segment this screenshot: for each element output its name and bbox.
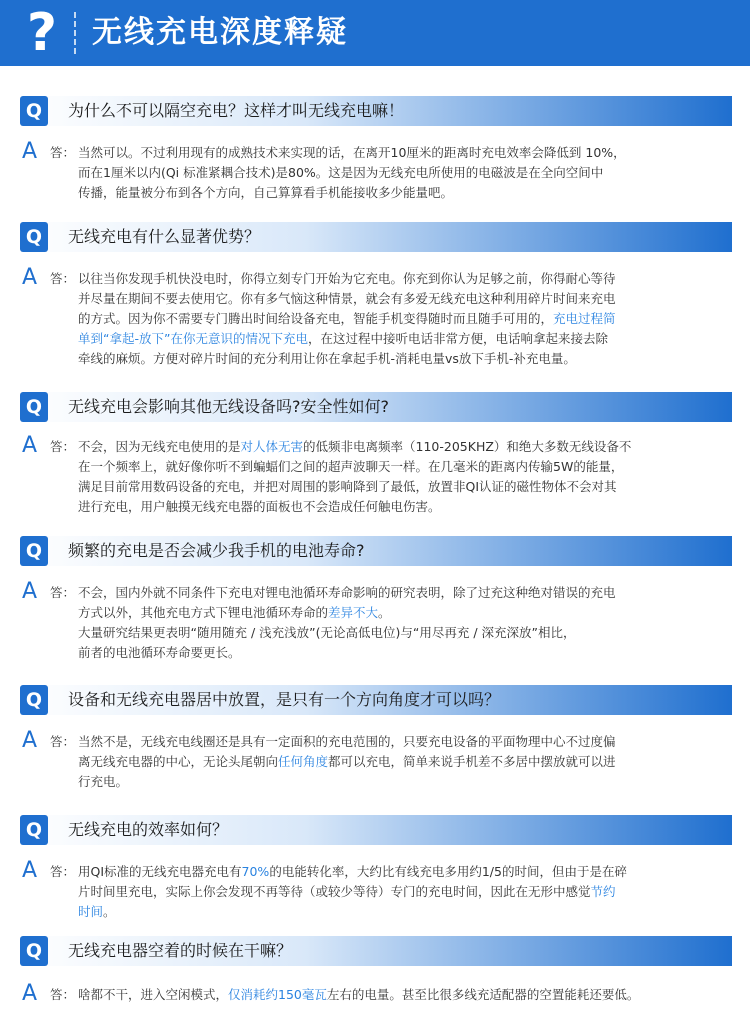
answer-segment: 当然可以。不过利用现有的成熟技术来实现的话，在离开10厘米的距离时充电效率会降低到 10%，: [78, 145, 626, 160]
answer-segment: 方式以外，其他充电方式下锂电池循环寿命的: [78, 605, 329, 620]
answer-line: [78, 862, 728, 882]
answer-segment: 当然不是，无线充电线圈还是具有一定面积的充电范围的，只要充电设备的平面物理中心不过度偏: [78, 734, 616, 749]
q-icon: Q: [20, 222, 48, 252]
answer-line: [78, 882, 728, 902]
question-text: 设备和无线充电器居中放置，是只有一个方向角度才可以吗？: [68, 690, 501, 709]
answer-segment: 啥都不干，进入空闲模式，: [78, 987, 229, 1002]
question-bar: [20, 936, 732, 966]
highlight-text: 时间: [78, 904, 104, 919]
answer-line: [78, 269, 728, 289]
answer-segment: ，在这过程中接听电话非常方便，电话响拿起来接去除: [307, 331, 608, 346]
answer-segment: 在一个频率上，就好像你听不到蝙蝠们之间的超声波聊天一样。在几毫米的距离内传输5W的能量，: [78, 459, 624, 474]
answer-line: [78, 457, 728, 477]
answer-segment: 。: [103, 904, 116, 919]
answer-line: [78, 163, 728, 183]
answer-line: [78, 143, 728, 163]
answer-label: 答：: [50, 271, 76, 286]
answer-segment: 而在1厘米以内(Qi 标准紧耦合技术)是80%。这是因为无线充电所使用的电磁波是在全向空间中: [78, 165, 604, 180]
answer-line: [78, 902, 728, 922]
answer-line: [78, 643, 728, 663]
answer-text: [78, 143, 728, 203]
question-text: 频繁的充电是否会减少我手机的电池寿命?: [68, 541, 365, 560]
highlight-text: 对人体无害: [240, 439, 304, 454]
question-text: 无线充电器空着的时候在干嘛？: [68, 941, 293, 960]
answer-segment: 并尽量在期间不要去使用它。你有多气恼这种情景，就会有多爱无线充电这种利用碎片时间来充电: [78, 291, 616, 306]
question-bar: [20, 685, 732, 715]
answer-line: [78, 752, 728, 772]
a-icon: A: [22, 981, 38, 1006]
answer-line: [78, 772, 728, 792]
answer-label: 答：: [50, 864, 76, 879]
highlight-text: 任何角度: [278, 754, 329, 769]
answer-text: [78, 985, 728, 1005]
answer-line: [78, 329, 728, 349]
answer-segment: 牵线的麻烦。方便对碎片时间的充分利用让你在拿起手机-消耗电量vs放下手机-补充电量。: [78, 351, 576, 366]
a-icon: A: [22, 265, 38, 290]
answer-segment: 。: [378, 605, 391, 620]
question-text: 无线充电会影响其他无线设备吗?安全性如何?: [68, 397, 389, 416]
question-bar: [20, 815, 732, 845]
answer-segment: 进行充电，用户触摸无线充电器的面板也不会造成任何触电伤害。: [78, 499, 441, 514]
question-bar: [20, 222, 732, 252]
highlight-text: 70%: [241, 864, 270, 879]
answer-segment: 的电能转化率，大约比有线充电多用约1/5的时间，但由于是在碎: [269, 864, 627, 879]
answer-line: [78, 985, 728, 1005]
answer-segment: 左右的电量。甚至比很多线充适配器的空置能耗还要低。: [326, 987, 640, 1002]
answer-label: 答：: [50, 585, 76, 600]
q-icon: Q: [20, 96, 48, 126]
answer-label: 答：: [50, 987, 76, 1002]
a-icon: A: [22, 433, 38, 458]
answer-segment: 满足目前常用数码设备的充电，并把对周围的影响降到了最低，放置非QI认证的磁性物体不会对其: [78, 479, 617, 494]
question-mark-icon: ?: [26, 3, 58, 63]
question-bar: [20, 392, 732, 422]
answer-segment: 的低频非电离频率（110-205KHZ）和绝大多数无线设备不: [303, 439, 632, 454]
answer-text: [78, 269, 728, 369]
question-text: 无线充电有什么显著优势？: [68, 227, 261, 246]
q-icon: Q: [20, 685, 48, 715]
answer-text: [78, 583, 728, 663]
a-icon: A: [22, 579, 38, 604]
answer-line: [78, 437, 728, 457]
answer-segment: 不会，国内外就不同条件下充电对锂电池循环寿命影响的研究表明，除了过充这种绝对错误的充电: [78, 585, 616, 600]
answer-label: 答：: [50, 145, 76, 160]
answer-segment: 的方式。因为你不需要专门腾出时间给设备充电，智能手机变得随时而且随手可用的，: [78, 311, 554, 326]
highlight-text: 差异不大: [328, 605, 379, 620]
answer-label: 答：: [50, 734, 76, 749]
answer-text: [78, 862, 728, 922]
page-title: 无线充电深度释疑: [92, 15, 348, 50]
a-icon: A: [22, 728, 38, 753]
answer-line: [78, 603, 728, 623]
highlight-text: 节约: [590, 884, 616, 899]
answer-line: [78, 183, 728, 203]
answer-segment: 用QI标准的无线充电器充电有: [78, 864, 242, 879]
answer-segment: 都可以充电，简单来说手机差不多居中摆放就可以进: [328, 754, 616, 769]
q-icon: Q: [20, 815, 48, 845]
answer-text: [78, 732, 728, 792]
answer-line: [78, 623, 728, 643]
question-text: 无线充电的效率如何？: [68, 820, 229, 839]
answer-line: [78, 477, 728, 497]
highlight-text: 单到“拿起-放下”在你无意识的情况下充电: [78, 331, 308, 346]
question-text: 为什么不可以隔空充电？这样才叫无线充电嘛！: [68, 101, 405, 120]
answer-segment: 行充电。: [78, 774, 129, 789]
answer-line: [78, 497, 728, 517]
answer-segment: 不会，因为无线充电使用的是: [78, 439, 241, 454]
header-divider: [74, 12, 76, 54]
answer-segment: 前者的电池循环寿命要更长。: [78, 645, 241, 660]
answer-segment: 片时间里充电，实际上你会发现不再等待（或较少等待）专门的充电时间，因此在无形中感觉: [78, 884, 591, 899]
question-bar: [20, 96, 732, 126]
q-icon: Q: [20, 536, 48, 566]
q-icon: Q: [20, 392, 48, 422]
answer-line: [78, 289, 728, 309]
answer-segment: 离无线充电器的中心，无论头尾朝向: [78, 754, 279, 769]
a-icon: A: [22, 139, 38, 164]
answer-label: 答：: [50, 439, 76, 454]
answer-line: [78, 732, 728, 752]
answer-segment: 传播，能量被分布到各个方向，自己算算看手机能接收多少能量吧。: [78, 185, 454, 200]
a-icon: A: [22, 858, 38, 883]
answer-segment: 以往当你发现手机快没电时，你得立刻专门开始为它充电。你充到你认为足够之前，你得耐心等待: [78, 271, 616, 286]
header-banner: [0, 0, 750, 66]
q-icon: Q: [20, 936, 48, 966]
answer-segment: 大量研究结果更表明“随用随充 / 浅充浅放”(无论高低电位)与“用尽再充 / 深充深放”相比，: [78, 625, 576, 640]
answer-text: [78, 437, 728, 517]
answer-line: [78, 309, 728, 329]
highlight-text: 仅消耗约150毫瓦: [228, 987, 327, 1002]
highlight-text: 充电过程简: [553, 311, 616, 326]
answer-line: [78, 349, 728, 369]
answer-line: [78, 583, 728, 603]
question-bar: [20, 536, 732, 566]
